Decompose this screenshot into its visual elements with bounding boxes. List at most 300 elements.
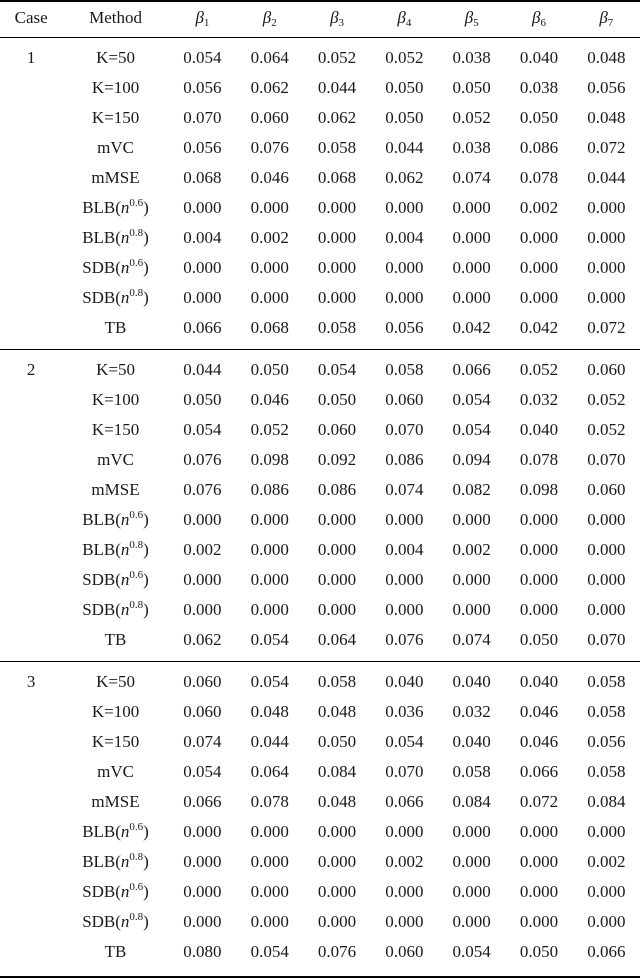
- value-cell: 0.048: [587, 48, 626, 67]
- method-name: K=50: [96, 48, 135, 67]
- case-cell: [0, 697, 62, 727]
- case-cell: [0, 283, 62, 313]
- method-name: BLB(: [82, 852, 121, 871]
- value-cell: 0.000: [385, 258, 424, 277]
- value-cell: 0.052: [519, 360, 559, 379]
- method-exponent: 0.6: [129, 197, 144, 209]
- value-cell: 0.098: [250, 450, 289, 469]
- value-cell: 0.000: [250, 258, 289, 277]
- table-row: [0, 475, 640, 505]
- value-cell: 0.000: [183, 882, 222, 901]
- header-beta-5: [438, 0, 505, 37]
- method-exponent: 0.8: [129, 227, 144, 239]
- value-cell: 0.054: [385, 732, 424, 751]
- value-cell: 0.058: [587, 762, 626, 781]
- value-cell: 0.000: [250, 600, 289, 619]
- method-cell: [62, 193, 168, 223]
- value-cell: 0.052: [250, 420, 289, 439]
- value-cell: 0.056: [183, 78, 222, 97]
- value-cell: 0.040: [452, 672, 491, 691]
- group-spacer: [0, 967, 640, 973]
- value-cell: 0.094: [452, 450, 491, 469]
- table-row: [0, 355, 640, 385]
- method-cell: [62, 133, 168, 163]
- value-cell: 0.048: [250, 702, 289, 721]
- table-row: [0, 817, 640, 847]
- value-cell: 0.044: [587, 168, 626, 187]
- header-beta-2: [236, 0, 303, 37]
- method-cell: [62, 253, 168, 283]
- method-name: BLB(: [82, 540, 121, 559]
- value-cell: 0.066: [587, 942, 626, 961]
- value-cell: 0.070: [385, 420, 424, 439]
- method-cell: [62, 415, 168, 445]
- value-cell: 0.000: [385, 822, 424, 841]
- table-row: [0, 847, 640, 877]
- value-cell: 0.074: [183, 732, 222, 751]
- value-cell: 0.000: [452, 258, 491, 277]
- method-name: mVC: [97, 762, 134, 781]
- method-cell: [62, 667, 168, 697]
- value-cell: 0.000: [317, 822, 357, 841]
- header-case: Case: [14, 8, 48, 28]
- method-exponent: 0.6: [129, 569, 144, 581]
- value-cell: 0.054: [452, 420, 491, 439]
- value-cell: 0.000: [452, 822, 491, 841]
- value-cell: 0.066: [183, 792, 222, 811]
- value-cell: 0.000: [385, 912, 424, 931]
- value-cell: 0.000: [183, 198, 222, 217]
- value-cell: 0.000: [452, 912, 491, 931]
- value-cell: 0.000: [317, 288, 357, 307]
- value-cell: 0.098: [519, 480, 559, 499]
- case-cell: [0, 877, 62, 907]
- table-row: [0, 667, 640, 697]
- value-cell: 0.000: [452, 570, 491, 589]
- value-cell: 0.000: [317, 852, 357, 871]
- bottom-rule: [0, 976, 640, 978]
- method-name: K=150: [91, 108, 140, 127]
- value-cell: 0.000: [452, 600, 491, 619]
- table-row: [0, 283, 640, 313]
- value-cell: 0.000: [385, 600, 424, 619]
- method-name: K=100: [91, 390, 140, 409]
- value-cell: 0.000: [183, 852, 222, 871]
- value-cell: 0.000: [385, 510, 424, 529]
- value-cell: 0.000: [519, 822, 559, 841]
- method-cell: [62, 223, 168, 253]
- value-cell: 0.064: [317, 630, 357, 649]
- value-cell: 0.000: [587, 510, 626, 529]
- method-suffix: ): [143, 510, 149, 529]
- value-cell: 0.076: [385, 630, 424, 649]
- method-cell: [62, 103, 168, 133]
- case-cell: 1: [26, 48, 36, 67]
- value-cell: 0.038: [452, 48, 491, 67]
- header-beta-7: [573, 0, 640, 37]
- value-cell: 0.000: [452, 198, 491, 217]
- value-cell: 0.046: [519, 702, 559, 721]
- value-cell: 0.058: [317, 138, 357, 157]
- value-cell: 0.068: [250, 318, 289, 337]
- value-cell: 0.056: [183, 138, 222, 157]
- value-cell: 0.000: [452, 510, 491, 529]
- method-exponent: 0.8: [129, 287, 144, 299]
- method-suffix: ): [143, 540, 149, 559]
- beta-symbol: β: [464, 8, 474, 28]
- beta-symbol: β: [599, 8, 608, 28]
- value-cell: 0.000: [385, 570, 424, 589]
- table-row: [0, 937, 640, 967]
- value-cell: 0.074: [452, 630, 491, 649]
- value-cell: 0.052: [587, 420, 626, 439]
- method-exponent: 0.8: [129, 911, 144, 923]
- value-cell: 0.062: [317, 108, 357, 127]
- method-name: K=150: [91, 732, 140, 751]
- table-row: [0, 787, 640, 817]
- value-cell: 0.074: [452, 168, 491, 187]
- value-cell: 0.000: [587, 288, 626, 307]
- value-cell: 0.040: [385, 672, 424, 691]
- value-cell: 0.068: [183, 168, 222, 187]
- method-suffix: ): [143, 600, 149, 619]
- value-cell: 0.070: [587, 630, 626, 649]
- value-cell: 0.056: [385, 318, 424, 337]
- value-cell: 0.052: [587, 390, 626, 409]
- table-row: [0, 43, 640, 73]
- value-cell: 0.042: [519, 318, 559, 337]
- beta-subscript: 3: [338, 17, 345, 30]
- beta-symbol: β: [262, 8, 272, 28]
- value-cell: 0.000: [250, 288, 289, 307]
- value-cell: 0.000: [519, 540, 559, 559]
- value-cell: 0.066: [452, 360, 491, 379]
- method-cell: [62, 385, 168, 415]
- case-cell: [0, 727, 62, 757]
- value-cell: 0.040: [452, 732, 491, 751]
- value-cell: 0.092: [317, 450, 357, 469]
- value-cell: 0.000: [587, 912, 626, 931]
- value-cell: 0.058: [452, 762, 491, 781]
- value-cell: 0.000: [519, 912, 559, 931]
- beta-subscript: 2: [271, 17, 277, 30]
- case-cell: [0, 385, 62, 415]
- method-variable: n: [120, 258, 130, 277]
- method-name: BLB(: [82, 198, 121, 217]
- beta-subscript: 4: [405, 17, 412, 30]
- value-cell: 0.050: [385, 108, 424, 127]
- value-cell: 0.076: [250, 138, 289, 157]
- method-name: TB: [104, 630, 127, 649]
- value-cell: 0.060: [183, 672, 222, 691]
- value-cell: 0.066: [385, 792, 424, 811]
- table-row: [0, 103, 640, 133]
- beta-subscript: 5: [473, 17, 479, 30]
- value-cell: 0.000: [317, 510, 357, 529]
- value-cell: 0.000: [317, 600, 357, 619]
- table-row: [0, 415, 640, 445]
- beta-subscript: 6: [540, 17, 546, 30]
- value-cell: 0.054: [183, 420, 222, 439]
- value-cell: 0.000: [587, 228, 626, 247]
- value-cell: 0.066: [183, 318, 222, 337]
- value-cell: 0.058: [385, 360, 424, 379]
- value-cell: 0.040: [519, 48, 559, 67]
- value-cell: 0.000: [183, 258, 222, 277]
- value-cell: 0.000: [452, 228, 491, 247]
- header-beta-6: [505, 0, 572, 37]
- method-name: BLB(: [82, 510, 121, 529]
- method-cell: [62, 313, 168, 343]
- method-suffix: ): [143, 228, 149, 247]
- value-cell: 0.000: [587, 198, 626, 217]
- value-cell: 0.050: [519, 108, 559, 127]
- beta-symbol: β: [397, 8, 406, 28]
- table-row: [0, 727, 640, 757]
- method-cell: [62, 787, 168, 817]
- method-name: SDB(: [82, 600, 121, 619]
- method-suffix: ): [143, 882, 149, 901]
- case-cell: [0, 787, 62, 817]
- method-name: K=100: [91, 702, 140, 721]
- value-cell: 0.070: [587, 450, 626, 469]
- value-cell: 0.076: [317, 942, 357, 961]
- case-cell: 2: [26, 360, 36, 379]
- method-cell: [62, 43, 168, 73]
- value-cell: 0.070: [183, 108, 222, 127]
- value-cell: 0.000: [317, 540, 357, 559]
- case-cell: [0, 193, 62, 223]
- method-cell: [62, 445, 168, 475]
- beta-subscript: 1: [203, 17, 210, 30]
- value-cell: 0.000: [317, 228, 357, 247]
- method-name: K=100: [91, 78, 140, 97]
- value-cell: 0.046: [250, 390, 289, 409]
- case-cell: [0, 565, 62, 595]
- table-row: [0, 565, 640, 595]
- value-cell: 0.000: [587, 882, 626, 901]
- value-cell: 0.082: [452, 480, 491, 499]
- value-cell: 0.048: [317, 792, 357, 811]
- value-cell: 0.000: [452, 288, 491, 307]
- value-cell: 0.000: [519, 228, 559, 247]
- method-cell: [62, 355, 168, 385]
- value-cell: 0.058: [317, 318, 357, 337]
- value-cell: 0.002: [452, 540, 491, 559]
- value-cell: 0.060: [587, 360, 626, 379]
- method-name: TB: [104, 942, 127, 961]
- value-cell: 0.044: [183, 360, 222, 379]
- case-cell: [0, 223, 62, 253]
- header-beta-1: [169, 0, 236, 37]
- method-variable: n: [120, 510, 130, 529]
- value-cell: 0.040: [519, 420, 559, 439]
- value-cell: 0.052: [317, 48, 357, 67]
- method-name: BLB(: [82, 228, 121, 247]
- value-cell: 0.000: [519, 882, 559, 901]
- table-row: [0, 193, 640, 223]
- value-cell: 0.000: [519, 570, 559, 589]
- method-cell: [62, 907, 168, 937]
- value-cell: 0.000: [519, 510, 559, 529]
- table-row: [0, 163, 640, 193]
- method-name: mMSE: [91, 480, 140, 499]
- value-cell: 0.000: [250, 198, 289, 217]
- value-cell: 0.004: [183, 228, 222, 247]
- method-exponent: 0.8: [129, 599, 144, 611]
- value-cell: 0.054: [183, 762, 222, 781]
- value-cell: 0.052: [385, 48, 424, 67]
- value-cell: 0.046: [519, 732, 559, 751]
- value-cell: 0.072: [519, 792, 559, 811]
- value-cell: 0.054: [183, 48, 222, 67]
- case-cell: [0, 937, 62, 967]
- case-cell: [0, 253, 62, 283]
- value-cell: 0.070: [385, 762, 424, 781]
- method-suffix: ): [143, 822, 149, 841]
- value-cell: 0.048: [317, 702, 357, 721]
- value-cell: 0.000: [317, 912, 357, 931]
- method-suffix: ): [143, 852, 149, 871]
- method-name: mVC: [97, 450, 134, 469]
- table-body: [0, 37, 640, 973]
- table-row: [0, 697, 640, 727]
- value-cell: 0.000: [317, 198, 357, 217]
- value-cell: 0.040: [519, 672, 559, 691]
- value-cell: 0.076: [183, 480, 222, 499]
- case-cell: [0, 415, 62, 445]
- method-cell: [62, 697, 168, 727]
- value-cell: 0.086: [519, 138, 559, 157]
- table-row: [0, 907, 640, 937]
- value-cell: 0.000: [452, 852, 491, 871]
- value-cell: 0.050: [452, 78, 491, 97]
- value-cell: 0.062: [250, 78, 289, 97]
- value-cell: 0.050: [250, 360, 289, 379]
- value-cell: 0.038: [452, 138, 491, 157]
- value-cell: 0.000: [250, 570, 289, 589]
- value-cell: 0.046: [250, 168, 289, 187]
- case-cell: [0, 505, 62, 535]
- value-cell: 0.000: [317, 570, 357, 589]
- value-cell: 0.068: [317, 168, 357, 187]
- value-cell: 0.058: [317, 672, 357, 691]
- value-cell: 0.048: [587, 108, 626, 127]
- value-cell: 0.000: [183, 288, 222, 307]
- value-cell: 0.000: [385, 288, 424, 307]
- method-cell: [62, 877, 168, 907]
- value-cell: 0.078: [519, 168, 559, 187]
- method-exponent: 0.8: [129, 851, 144, 863]
- method-cell: [62, 937, 168, 967]
- method-name: K=50: [96, 672, 135, 691]
- value-cell: 0.000: [587, 540, 626, 559]
- value-cell: 0.050: [317, 732, 357, 751]
- value-cell: 0.002: [183, 540, 222, 559]
- method-variable: n: [120, 852, 130, 871]
- method-variable: n: [120, 198, 130, 217]
- table-row: [0, 73, 640, 103]
- case-cell: [0, 475, 62, 505]
- table-row: [0, 757, 640, 787]
- method-exponent: 0.6: [129, 509, 144, 521]
- value-cell: 0.054: [250, 630, 289, 649]
- value-cell: 0.004: [385, 228, 424, 247]
- value-cell: 0.000: [250, 540, 289, 559]
- method-cell: [62, 535, 168, 565]
- case-cell: [0, 535, 62, 565]
- value-cell: 0.000: [183, 570, 222, 589]
- value-cell: 0.044: [250, 732, 289, 751]
- value-cell: 0.076: [183, 450, 222, 469]
- header-method: Method: [89, 8, 142, 28]
- value-cell: 0.058: [587, 702, 626, 721]
- method-cell: [62, 475, 168, 505]
- value-cell: 0.052: [452, 108, 491, 127]
- value-cell: 0.060: [587, 480, 626, 499]
- method-name: SDB(: [82, 570, 121, 589]
- method-name: BLB(: [82, 822, 121, 841]
- value-cell: 0.074: [385, 480, 424, 499]
- method-variable: n: [120, 228, 130, 247]
- value-cell: 0.060: [385, 942, 424, 961]
- value-cell: 0.000: [385, 198, 424, 217]
- beta-symbol: β: [532, 8, 541, 28]
- method-exponent: 0.6: [129, 881, 144, 893]
- value-cell: 0.054: [452, 942, 491, 961]
- value-cell: 0.056: [587, 78, 626, 97]
- value-cell: 0.062: [385, 168, 424, 187]
- value-cell: 0.000: [317, 258, 357, 277]
- table-row: [0, 223, 640, 253]
- table-row: [0, 385, 640, 415]
- table-row: [0, 133, 640, 163]
- method-cell: [62, 73, 168, 103]
- case-cell: [0, 103, 62, 133]
- value-cell: 0.050: [519, 630, 559, 649]
- table-header: [0, 0, 640, 37]
- value-cell: 0.042: [452, 318, 491, 337]
- value-cell: 0.050: [519, 942, 559, 961]
- value-cell: 0.060: [183, 702, 222, 721]
- value-cell: 0.044: [385, 138, 424, 157]
- table-row: [0, 877, 640, 907]
- case-cell: [0, 847, 62, 877]
- value-cell: 0.000: [587, 258, 626, 277]
- method-name: K=50: [96, 360, 135, 379]
- value-cell: 0.000: [183, 912, 222, 931]
- method-cell: [62, 565, 168, 595]
- value-cell: 0.000: [587, 570, 626, 589]
- method-suffix: ): [143, 912, 149, 931]
- method-cell: [62, 625, 168, 655]
- value-cell: 0.080: [183, 942, 222, 961]
- method-name: SDB(: [82, 882, 121, 901]
- case-cell: [0, 313, 62, 343]
- method-suffix: ): [143, 258, 149, 277]
- table-row: [0, 535, 640, 565]
- case-cell: [0, 163, 62, 193]
- value-cell: 0.002: [519, 198, 559, 217]
- method-suffix: ): [143, 570, 149, 589]
- value-cell: 0.086: [250, 480, 289, 499]
- value-cell: 0.054: [452, 390, 491, 409]
- method-exponent: 0.6: [129, 257, 144, 269]
- header-row: [0, 0, 640, 37]
- method-exponent: 0.6: [129, 821, 144, 833]
- method-name: TB: [104, 318, 127, 337]
- value-cell: 0.002: [587, 852, 626, 871]
